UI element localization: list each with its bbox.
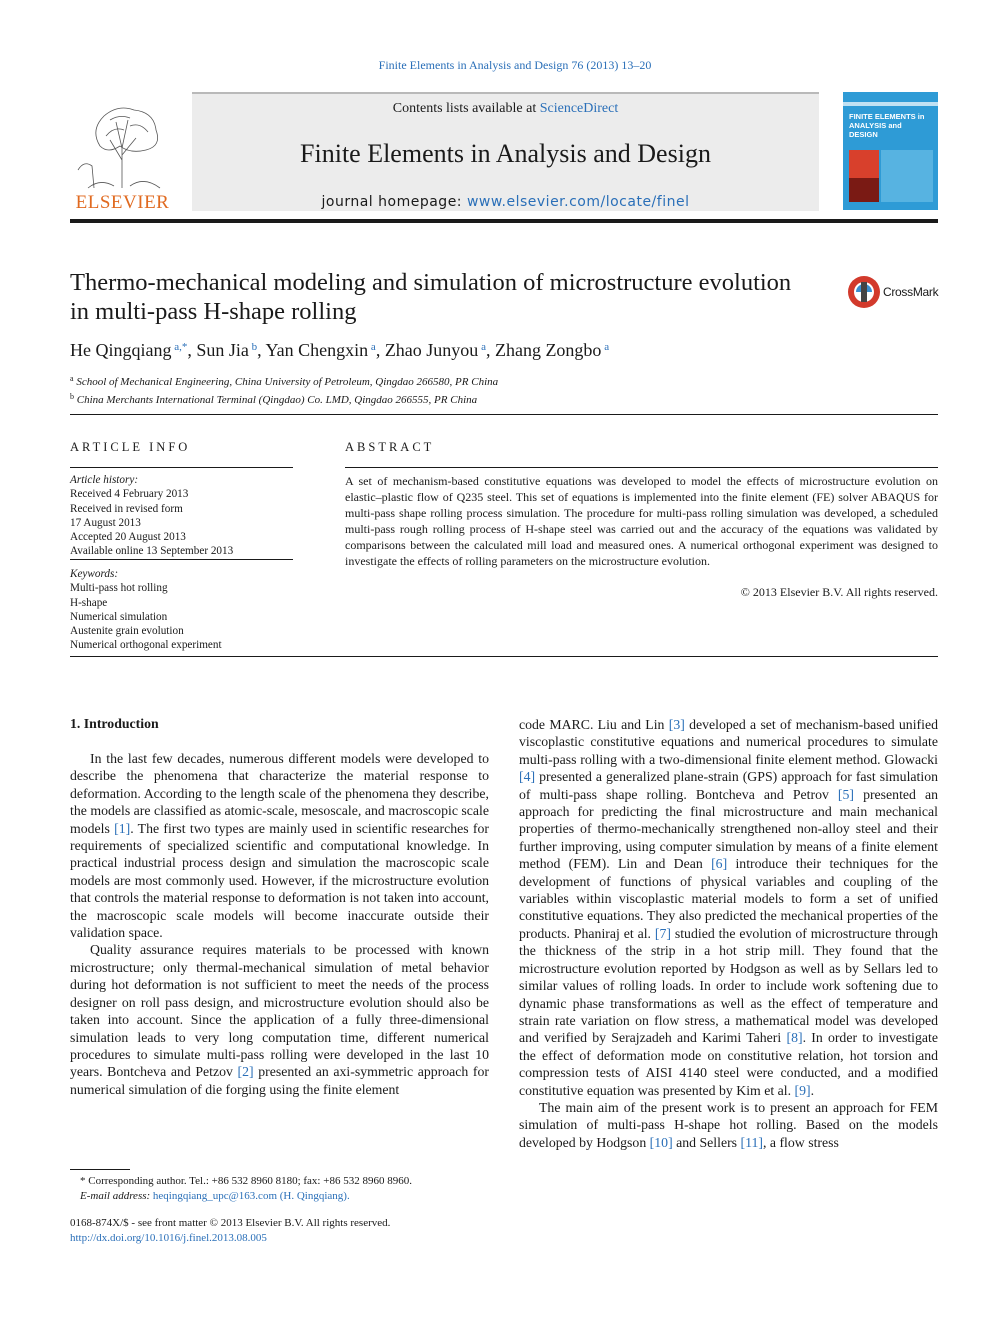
author-affiliation-mark[interactable]: a: [601, 341, 610, 353]
history-item: Received in revised form: [70, 502, 183, 515]
paragraph: [519, 716, 938, 1099]
journal-homepage-line: [192, 194, 819, 210]
footnote-divider: [70, 1169, 130, 1170]
body-text: presented an approach for predicting the final microstructure and main mechanical properties of thermo-mechanically strengthened non-alloy steel and their further improving, using computer simulation by means of a finite element method (FEM). Lin and Dean: [519, 786, 938, 872]
citation-link[interactable]: [3]: [668, 717, 685, 732]
citation-link[interactable]: [9]: [794, 1082, 811, 1098]
body-column-left: [70, 750, 489, 1098]
divider: [70, 656, 938, 657]
header-divider: [70, 219, 938, 223]
abstract-text: A set of mechanism-based constitutive equations was developed to model the effects of microstructure evolution on elastic–plastic flow of Q235 steel. This set of equations is implemented into the finite element (FE) solver ABAQUS for multi-pass shape rolling process simulation. The procedure for multi-pass rolling simulation was developed, a scheduled multi-pass rough rolling process of H-shape steel was carried out and the accuracy of the equations was validated by comparisons between the calculated mill load and measured ones. A numerical orthogonal experiment was designed to investigate the effects of rolling parameters on the microstructure evolution.: [345, 474, 938, 568]
journal-cover-thumbnail[interactable]: [843, 92, 938, 210]
issn-line: 0168-874X/$ - see front matter © 2013 Elsevier B.V. All rights reserved.: [70, 1217, 391, 1229]
contents-prefix: Contents lists available at: [392, 101, 540, 116]
author-name: Sun Jia: [196, 340, 249, 360]
citation-link[interactable]: [11]: [740, 1134, 763, 1150]
author-name: He Qingqiang: [70, 340, 172, 360]
crossmark-badge[interactable]: [846, 274, 938, 310]
author-separator: ,: [375, 340, 385, 360]
email-line: E-mail address: heqingqiang_upc@163.com (H. Qingqiang).: [80, 1189, 350, 1202]
keyword: Numerical orthogonal experiment: [70, 639, 222, 652]
keyword: Numerical simulation: [70, 610, 168, 623]
affiliation-a: $^a$ School of Mechanical Engineering, China University of Petroleum, Qingdao 266580, PR China: [70, 374, 499, 388]
email-link[interactable]: heqingqiang_upc@163.com (H. Qingqiang).: [152, 1189, 350, 1202]
author-name: Yan Chengxin: [265, 340, 369, 360]
body-text: introduce their techniques for the development of functions of physical variables and coupling of the variables within viscoplastic material models to form a set of unified constitutive equations. They also predicted the mechanical properties of the products. Phaniraj et al.: [519, 856, 938, 941]
citation-link[interactable]: [2]: [237, 1064, 254, 1080]
body-text: . The first two types are mainly used in scientific researches for requirements of specialized scientific and computational knowledge. In practical industrial process design and simulation the macroscopic scale models are most commonly used. However, if the microstructure evolution that controls the material response to deformation is not taken into account, the macroscopic scale models will become inaccurate outside their validation space.: [70, 820, 489, 941]
crossmark-label: CrossMark: [883, 285, 939, 299]
author-affiliation-mark[interactable]: a: [368, 341, 376, 353]
author-separator: ,: [187, 340, 197, 360]
history-item: 17 August 2013: [70, 516, 141, 529]
divider: [345, 467, 938, 468]
cover-title: FINITE ELEMENTS in ANALYSIS and DESIGN: [849, 112, 925, 139]
doi-link[interactable]: http://dx.doi.org/10.1016/j.finel.2013.08.005: [70, 1231, 267, 1244]
author-affiliation-mark[interactable]: a,*: [171, 341, 188, 353]
body-text: In the last few decades, numerous different models were developed to describe the phenomena that characterize the material response to deformation. According to the length scale of the phenomena they describe, the models are classified as atomic-scale, mesoscale, and macroscopic scale models: [70, 751, 489, 836]
body-text: Quality assurance requires materials to be processed with known microstructure; only thermal-mechanical simulation of metal behavior during hot deformation is not sufficient to meet the needs of the process designer on roll pass design, and microstructure evolution should also be taken into account. Since the application of a fully three-dimensional simulation leads to very long computation time, different numerical procedures to simulate multi-pass rolling were developed in the last 10 years. Bontcheva and Petzov: [70, 942, 489, 1080]
abstract-heading: ABSTRACT: [345, 440, 435, 454]
author-name: Zhang Zongbo: [494, 340, 602, 360]
article-title: Thermo-mechanical modeling and simulation of microstructure evolution in multi-pass H-shape rolling: [70, 269, 792, 325]
author-separator: ,: [485, 340, 495, 360]
cover-image: [881, 150, 933, 202]
homepage-link[interactable]: www.elsevier.com/locate/finel: [466, 194, 690, 210]
section-heading-introduction: 1. Introduction: [70, 716, 159, 731]
article-info-heading: ARTICLE INFO: [70, 440, 191, 454]
citation-link[interactable]: [6]: [711, 856, 728, 872]
citation-link[interactable]: [10]: [649, 1134, 673, 1150]
body-text: The main aim of the present work is to present an approach for FEM simulation of multi-pass H-shape hot rolling. Based on the models developed by Hodgson: [519, 1099, 938, 1150]
citation-link[interactable]: [5]: [837, 786, 855, 802]
keyword: Austenite grain evolution: [70, 625, 184, 638]
sciencedirect-link[interactable]: ScienceDirect: [539, 101, 619, 116]
body-text: and Sellers: [672, 1134, 741, 1150]
history-label: Article history:: [70, 474, 139, 486]
elsevier-wordmark[interactable]: ELSEVIER: [75, 192, 170, 213]
body-text: .: [810, 1082, 815, 1098]
footnote: [70, 1174, 490, 1203]
body-text: presented an axi-symmetric approach for numerical simulation of die forging using the finite element: [70, 1064, 490, 1097]
citation-link[interactable]: [8]: [786, 1030, 803, 1046]
body-text: , a flow stress: [762, 1134, 839, 1150]
author-affiliation-mark[interactable]: a: [478, 341, 486, 353]
abstract-copyright: © 2013 Elsevier B.V. All rights reserved.: [740, 585, 938, 599]
corresponding-author: * Corresponding author. Tel.: +86 532 8960 8180; fax: +86 532 8960 8960.: [80, 1175, 412, 1187]
citation-link[interactable]: [1]: [114, 820, 131, 836]
homepage-prefix: journal homepage:: [321, 194, 467, 210]
issn-block: [70, 1216, 390, 1245]
affiliation-b: $^b$ China Merchants International Terminal (Qingdao) Co. LMD, Qingdao 266555, PR China: [70, 391, 478, 406]
author-separator: ,: [257, 340, 266, 360]
contents-line: [192, 101, 819, 117]
paragraph: [70, 750, 489, 941]
body-column-right: [519, 716, 938, 1151]
article-history: [70, 473, 233, 559]
keywords-label: Keywords:: [70, 568, 119, 580]
divider: [70, 559, 293, 560]
body-text: developed a set of mechanism-based unified viscoplastic constitutive equations and numerical procedures to simulate multi-pass rolling with a two-dimensional finite element method. Glowacki: [519, 717, 938, 767]
paragraph: [519, 1099, 938, 1151]
citation-link[interactable]: [7]: [654, 925, 671, 941]
divider: [70, 414, 938, 415]
author-name: Zhao Junyou: [384, 340, 479, 360]
cover-image: [849, 150, 879, 178]
history-item: Accepted 20 August 2013: [70, 531, 186, 544]
keyword: H-shape: [70, 596, 108, 609]
keywords: [70, 567, 222, 653]
history-item: Received 4 February 2013: [70, 488, 189, 501]
history-item: Available online 13 September 2013: [70, 545, 234, 558]
body-text: . In order to investigate the effect of deformation mode on constitutive relation, hot torsion and compression tests of AISI 4140 steel were conducted, and a modified constitutive equation was presented by Kim et al.: [519, 1030, 938, 1098]
paragraph: [70, 941, 489, 1098]
cover-band: [843, 102, 938, 106]
affiliations: [70, 372, 498, 407]
body-text: studied the evolution of microstructure through the thickness of the strip in a hot strip mill. They found that the microstructure evolution reported by Hodgson as well as by Sellars led to similar values of rolling loads. In order to include work softening due to dynamic phase transformations as well as the effect of temperature and strain rate variation on flow stress, a mathematical model was developed and verified by Serajzadeh and Karimi Taheri: [519, 925, 938, 1046]
body-text: presented a generalized plane-strain (GPS) approach for fast simulation of multi-pass shape rolling. Bontcheva and Petrov: [519, 769, 938, 802]
citation-link[interactable]: [4]: [519, 769, 536, 785]
body-text: code MARC. Liu and Lin: [519, 717, 669, 732]
author-affiliation-mark[interactable]: b: [248, 341, 258, 353]
cover-image: [849, 178, 879, 202]
journal-citation[interactable]: Finite Elements in Analysis and Design 76 (2013) 13–20: [378, 58, 652, 72]
journal-title: Finite Elements in Analysis and Design: [300, 139, 711, 168]
divider: [70, 467, 293, 468]
author-list: [70, 340, 609, 361]
keyword: Multi-pass hot rolling: [70, 582, 168, 595]
